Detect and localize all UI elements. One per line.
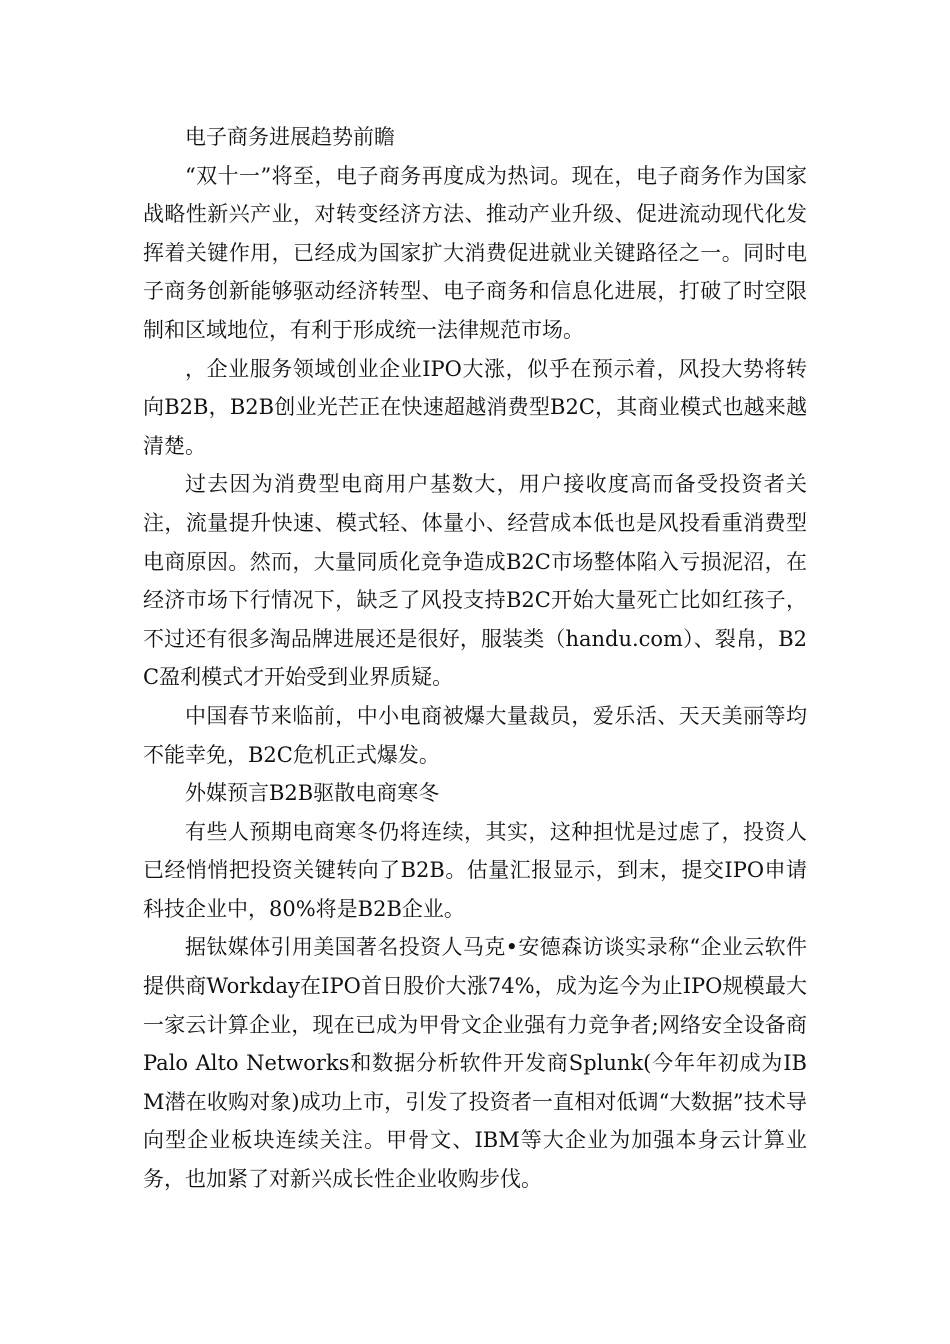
paragraph: 有些人预期电商寒冬仍将连续，其实，这种担忧是过虑了，投资人已经悄悄把投资关键转向了B2B。估量汇报显示，到末，提交IPO申请科技企业中，80%将是B2B企业。 <box>143 819 807 921</box>
paragraph: ，企业服务领域创业企业IPO大涨，似乎在预示着，风投大势将转向B2B，B2B创业光芒正在快速超越消费型B2C，其商业模式也越来越清楚。 <box>143 356 807 458</box>
section-title: 电子商务进展趋势前瞻 <box>185 125 395 149</box>
paragraph: 过去因为消费型电商用户基数大，用户接收度高而备受投资者关注，流量提升快速、模式轻、体量小、经营成本低也是风投看重消费型电商原因。然而，大量同质化竞争造成B2C市场整体陷入亏损泥沼，在经济市场下行情况下，缺乏了风投支持B2C开始大量死亡比如红孩子，不过还有很多淘品牌进展还是很好，服装类（handu.com）、裂帛，B2C盈利模式才开始受到业界质疑。 <box>143 472 807 690</box>
document-body <box>143 118 807 1199</box>
paragraph: 中国春节来临前，中小电商被爆大量裁员，爱乐活、天天美丽等均不能幸免，B2C危机正式爆发。 <box>143 703 807 767</box>
section-heading: 外媒预言B2B驱散电商寒冬 <box>185 781 440 806</box>
paragraph: “双十一”将至，电子商务再度成为热词。现在，电子商务作为国家战略性新兴产业，对转变经济方法、推动产业升级、促进流动现代化发挥着关键作用，已经成为国家扩大消费促进就业关键路径之一。同时电子商务创新能够驱动经济转型、电子商务和信息化进展，打破了时空限制和区域地位，有利于形成统一法律规范市场。 <box>143 163 807 342</box>
paragraph: 据钛媒体引用美国著名投资人马克•安德森访谈实录称“企业云软件提供商Workday在IPO首日股价大涨74%，成为迄今为止IPO规模最大一家云计算企业，现在已成为甲骨文企业强有力竞争者;网络安全设备商Palo Alto Networks和数据分析软件开发商Splunk(今年年初成为IBM潜在收购对象)成功上市，引发了投资者一直相对低调“大数据”技术导向型企业板块连续关注。甲骨文、IBM等大企业为加强本身云计算业务，也加紧了对新兴成长性企业收购步伐。 <box>143 935 807 1192</box>
